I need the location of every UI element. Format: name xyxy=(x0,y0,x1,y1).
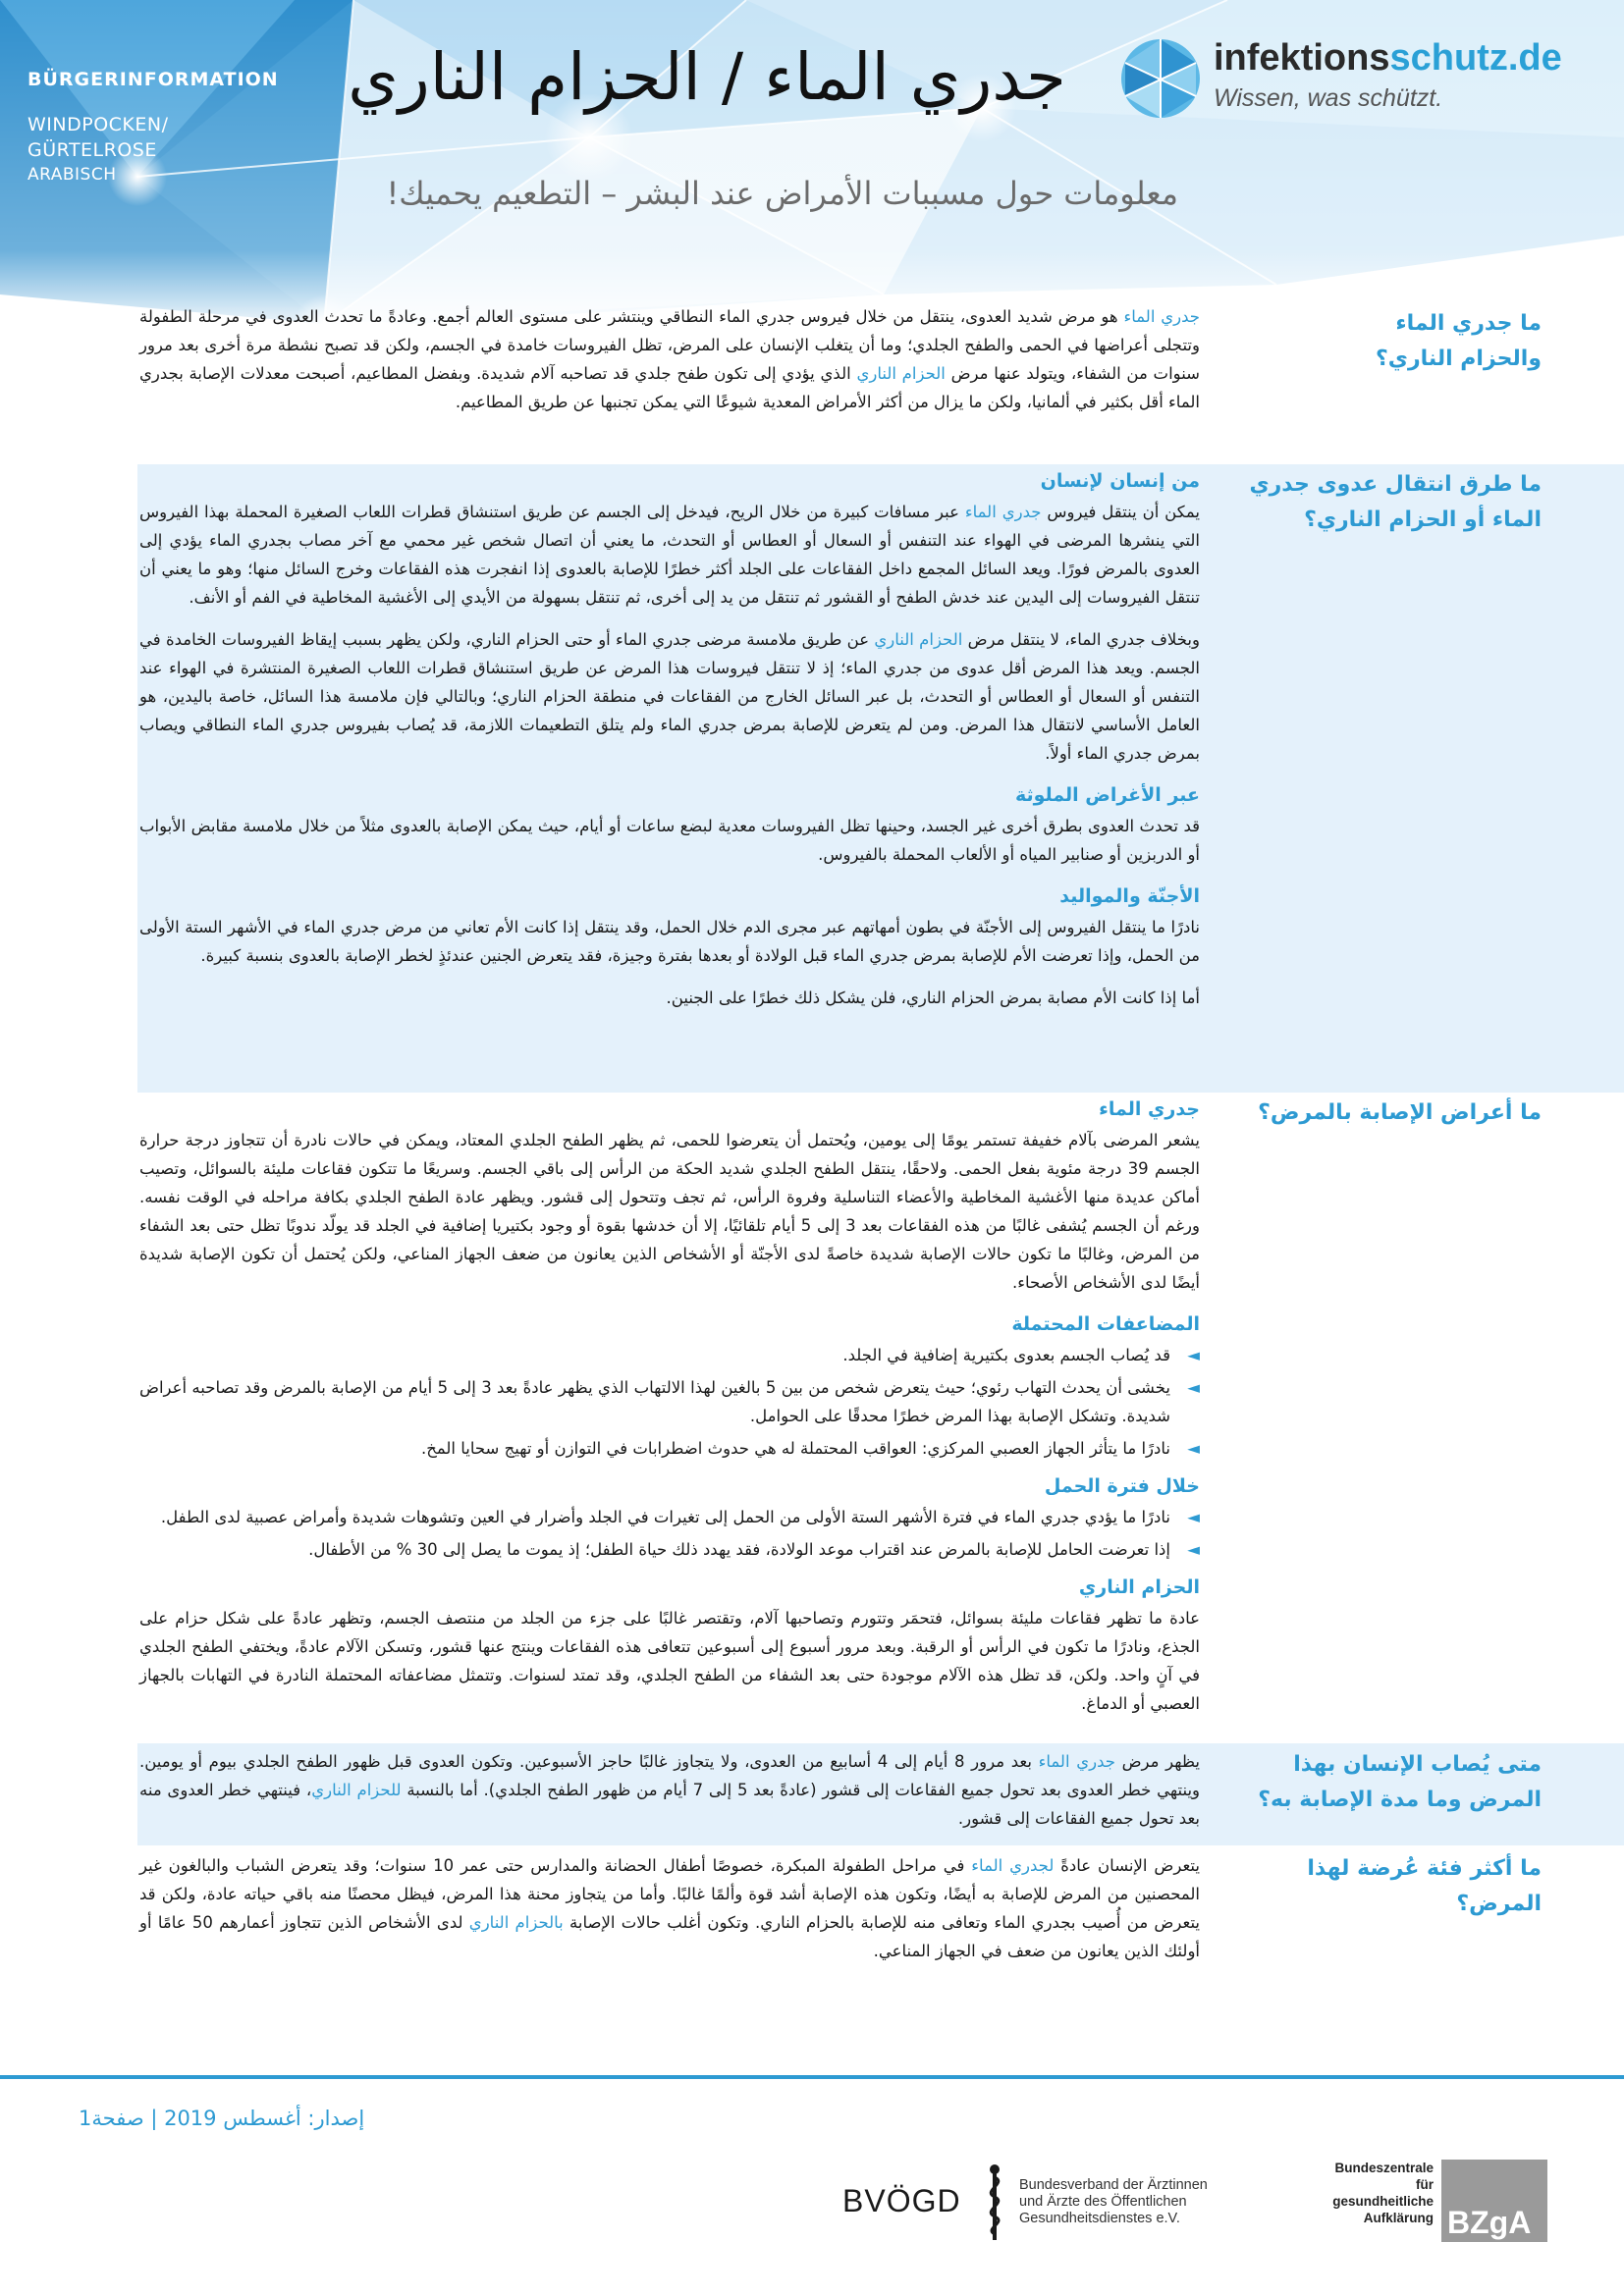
highlight-term: الحزام الناري xyxy=(874,630,963,649)
paragraph xyxy=(139,302,1200,416)
section-transmission-body xyxy=(139,467,1200,1026)
question-what-line-2: والحزام الناري؟ xyxy=(1376,347,1542,371)
highlight-term: الحزام الناري xyxy=(856,364,946,383)
bullet-text: نادرًا ما يؤدي جدري الماء في فترة الأشهر الستة الأولى من الحمل إلى تغيرات في الجلد وأضرار في العين وتشوهات شديدة وأمراض عصبية لدى الطفل. xyxy=(160,1508,1170,1526)
paragraph-text: عبر مسافات كبيرة من خلال الريح، فيدخل إلى الجسم عن طريق استنشاق قطرات اللعاب الصغيرة المحملة بهذا الفيروس التي ينشرها المرضى في الهواء عند التنفس أو السعال أو العطاس أو التحدث، ما يعني أن اتصال شخص غير محمي مع آخر مصاب بجدري الماء يؤدي إلى العدوى بالمرض فورًا. ويعد السائل المجمع داخل الفقاعات على الجلد أكثر خطرًا للإصابة بالعدوى إذا انفجرت هذه الفقاعات وخرج السائل منها؛ وهو ما يعني أن تنتقل الفيروسات إلى اليدين عند خدش الطفح أو القشور ثم تنتقل من يد إلى أخرى، ثم تنتقل بسهولة من الأيدي إلى الأغشية المخاطية في الفم أو الأنف. xyxy=(139,503,1200,607)
bullet-text: يخشى أن يحدث التهاب رئوي؛ حيث يتعرض شخص من بين 5 بالغين لهذا الالتهاب الذي يظهر عادةً بعد 3 إلى 5 أيام من الإصابة بالمرض وقد تصاحبه أعراض شديدة. وتشكل الإصابة بهذا المرض خطرًا محدقًا على الحوامل. xyxy=(139,1378,1170,1425)
subheading: عبر الأغراض الملوثة xyxy=(1014,784,1200,806)
bullet-text: إذا تعرضت الحامل للإصابة بالمرض عند اقتراب موعد الولادة، فقد يهدد ذلك حياة الطفل؛ إذ يموت ما يصل إلى 30 % من الأطفال. xyxy=(308,1540,1170,1559)
question-risk xyxy=(1247,1851,1542,1922)
question-symptoms xyxy=(1247,1095,1542,1131)
bvogd-text-line-2: und Ärzte des Öffentlichen xyxy=(1019,2194,1187,2210)
paragraph-text: ، فينتهي خطر العدوى منه بعد تحول جميع الفقاعات إلى قشور. xyxy=(139,1781,1200,1828)
paragraph: يشعر المرضى بآلام خفيفة تستمر يومًا إلى يومين، ويُحتمل أن يتعرضوا للحمى، ثم يظهر الطفح الجلدي المعتاد، ويمكن في حالات نادرة أن تتجاوز درجة حرارة الجسم 39 درجة مئوية بفعل الحمى. ولاحقًا، ينتقل الطفح الجلدي شديد الحكة من الرأس إلى باقي الجسم. وسريعًا ما تتكون فقاعات مليئة بالسوائل، وتصيب أماكن عديدة منها الأغشية المخاطية والأعضاء التناسلية وفروة الرأس، ثم تجف وتتحول إلى قشور. ويظهر عادة الطفح الجلدي بكافة مراحله في الوقت نفسه. ورغم أن الجسم يُشفى غالبًا من هذه الفقاعات بعد 3 إلى 5 أيام تلقائيًا، إلا أن خدشها بقوة أو وجود بكتيريا إضافية في الجلد قد يولّد ندوبًا تظل حتى بعد الشفاء من المرض، وغالبًا ما تكون حالات الإصابة شديدة خاصةً لدى الأجنّة أو الأشخاص الذين يعانون من ضعف الجهاز المناعي، ولكن يُحتمل أن تكون الإصابة شديدة أيضًا لدى الأشخاص الأصحاء. xyxy=(139,1131,1200,1292)
footer-divider xyxy=(0,2075,1624,2079)
paragraph-text: لدى الأشخاص الذين تتجاوز أعمارهم 50 عامًا أو أولئك الذين يعانون من ضعف في الجهاز المناعي. xyxy=(139,1913,1200,1960)
question-transmission-line-1: ما طرق انتقال عدوى جدري xyxy=(1249,472,1542,497)
bullet-text: قد يُصاب الجسم بعدوى بكتيرية إضافية في الجلد. xyxy=(842,1346,1170,1364)
question-risk-line-1: ما أكثر فئة عُرضة لهذا xyxy=(1307,1856,1542,1881)
arrow-bullet-icon: ◄ xyxy=(1187,1439,1200,1458)
brand-name-left: infektions xyxy=(1214,37,1390,79)
highlight-term: لجدري الماء xyxy=(971,1856,1055,1875)
paragraph xyxy=(139,498,1200,612)
paragraph: أما إذا كانت الأم مصابة بمرض الحزام الناري، فلن يشكل ذلك خطرًا على الجنين. xyxy=(666,988,1200,1007)
bzga-text xyxy=(1296,2160,1434,2226)
bzga-text-line-1: Bundeszentrale xyxy=(1334,2161,1434,2175)
bullet-text: نادرًا ما يتأثر الجهاز العصبي المركزي: العواقب المحتملة له هي حدوث اضطرابات في التوازن أو تهيج سحايا المخ. xyxy=(420,1439,1170,1458)
paragraph: نادرًا ما ينتقل الفيروس إلى الأجنّة في بطون أمهاتهم عبر مجرى الدم خلال الحمل، وقد ينتقل إذا كانت الأم تعاني من مرض جدري الماء في الأشهر الستة الأولى من الحمل، وإذا تعرضت الأم للإصابة بمرض جدري الماء قبل الولادة أو بعدها بفترة وجيزة، فقد يتعرض الجنين عندئذٍ لخطر الإصابة بالعدوى بنسبة كبيرة. xyxy=(139,918,1200,965)
highlight-term: جدري الماء xyxy=(964,503,1042,521)
bvogd-name: BVÖGD xyxy=(842,2183,961,2218)
question-what-line-1: ما جدري الماء xyxy=(1395,311,1542,336)
arrow-bullet-icon: ◄ xyxy=(1187,1508,1200,1526)
bzga-text-line-3: gesundheitliche xyxy=(1332,2194,1434,2209)
bzga-text-line-2: für xyxy=(1416,2177,1434,2192)
question-symptoms-line: ما أعراض الإصابة بالمرض؟ xyxy=(1258,1100,1542,1125)
highlight-term: جدري الماء xyxy=(1123,307,1200,326)
paragraph-text: في مراحل الطفولة المبكرة، خصوصًا أطفال الحضانة والمدارس حتى عمر 10 سنوات؛ وقد يتعرض الشباب والبالغون غير المحصنين من المرض للإصابة به أيضًا، وتكون هذه الإصابة أشد قوة وألمًا غالبًا. وأما من يتجاوز محنة هذا المرض، فيظل محصنًا منه باقي حياته عادة، ولكن قد يتعرض من أُصيب بجدري الماء وتعافى منه للإصابة بالحزام الناري. وتكون أغلب حالات الإصابة xyxy=(139,1856,1201,1932)
paragraph: عادة ما تظهر فقاعات مليئة بسوائل، فتحمَر وتتورم وتصاحبها آلام، وتقتصر غالبًا على جزء من الجلد من منتصف الجسم، وتظهر عادةً على شكل حزام على الجذع، ونادرًا ما تكون في الرأس أو الرقبة. وبعد مرور أسبوع إلى أسبوعين تتعافى هذه الفقاعات وينتج عنها قشور، وتسكن الآلام عادةً، ويختفي الطفح الجلدي في آنٍ واحد. ولكن، قد تظل هذه الآلام موجودة حتى بعد الشفاء من الطفح الجلدي، وقد تمتد لسنوات. وتتمثل مضاعفاته المحتملة النادرة في التهابات بالجهاز العصبي أو الدماغ. xyxy=(139,1609,1200,1713)
section-risk-body xyxy=(139,1851,1200,1979)
bvogd-text-line-1: Bundesverband der Ärztinnen xyxy=(1019,2177,1208,2193)
arrow-bullet-icon: ◄ xyxy=(1187,1378,1200,1397)
section-incubation-body xyxy=(139,1747,1200,1846)
paragraph-text: عن طريق ملامسة مرضى جدري الماء أو حتى الحزام الناري، ولكن يظهر بسبب إيقاظ الفيروسات الخامدة في الجسم. ويعد هذا المرض أقل عدوى من جدري الماء؛ إذ لا تنتقل فيروسات هذا المرض عن طريق استنشاق قطرات اللعاب الصغيرة المنتشرة في الهواء عند التنفس أو السعال أو العطاس أو التحدث، بل عبر السائل الخارج من الفقاعات في منطقة الحزام الناري؛ وبالتالي فإن ملامسة هذا السائل، خاصة باليدين، هو العامل الأساسي لانتقال هذا المرض. ومن لم يتعرض للإصابة بمرض جدري الماء ولم يتلق التطعيمات اللازمة، قد يُصاب بفيروس جدري الماء النطاقي ويصاب بمرض جدري الماء أولاً. xyxy=(139,630,1200,763)
arrow-bullet-icon: ◄ xyxy=(1187,1540,1200,1559)
bvogd-logo xyxy=(842,2169,1255,2238)
paragraph-text: هو مرض شديد العدوى، ينتقل من خلال فيروس جدري الماء النطاقي وينتشر على مستوى العالم أجمع. وعادةً ما تحدث العدوى في مرحلة الطفولة وتتجلى أعراضها في الحمى والطفح الجلدي؛ وما أن يتغلب الإنسان على المرض، تظل الفيروسات خامدة في الجسم، ولكن قد تصبح نشطة مرة أخرى بعد مرور سنوات من الشفاء، ويتولد عنها مرض xyxy=(139,307,1201,383)
subheading: خلال فترة الحمل xyxy=(1044,1475,1200,1497)
highlight-term: جدري الماء xyxy=(1038,1752,1115,1771)
bzga-logo xyxy=(1296,2160,1551,2242)
paragraph: قد تحدث العدوى بطرق أخرى غير الجسد، وحينها تظل الفيروسات معدية لبضع ساعات أو أيام، حيث يمكن الإصابة بالعدوى مثلاً من خلال ملامسة مقابض الأبواب أو الدربزين أو صنابير المياه أو الألعاب المحملة بالفيروس. xyxy=(139,817,1200,864)
subheading: من إنسان لإنسان xyxy=(1040,470,1200,492)
page-title: جدري الماء / الحزام الناري xyxy=(348,39,1066,115)
subheading: جدري الماء xyxy=(1099,1098,1200,1120)
topic-tag xyxy=(27,69,283,187)
paragraph-text: الذي يؤدي إلى تكون طفح جلدي قد تصاحبه آلام شديدة. وبفضل المطاعيم، أصبحت معدلات الإصابة بجدري الماء أقل بكثير في ألمانيا، ولكن ما يزال من أكثر الأمراض المعدية شيوعًا التي يمكن تجنبها عن طريق المطاعيم. xyxy=(139,364,1200,411)
paragraph-text: يتعرض الإنسان عادةً xyxy=(1054,1856,1200,1875)
tag-disease-1: WINDPOCKEN/ xyxy=(27,114,169,135)
paragraph-text: يظهر مرض xyxy=(1114,1752,1200,1771)
highlight-term: للحزام الناري xyxy=(311,1781,402,1799)
bullet-item xyxy=(139,1341,1200,1369)
question-incubation xyxy=(1247,1747,1542,1818)
arrow-bullet-icon: ◄ xyxy=(1187,1346,1200,1364)
infektionsschutz-logo xyxy=(1119,37,1591,126)
bullet-item xyxy=(139,1535,1200,1564)
bzga-text-line-4: Aufklärung xyxy=(1363,2211,1434,2225)
bullet-item xyxy=(139,1373,1200,1430)
highlight-term: بالحزام الناري xyxy=(468,1913,564,1932)
brand-name xyxy=(1214,37,1562,80)
question-incubation-line-1: متى يُصاب الإنسان بهذا xyxy=(1293,1752,1542,1777)
brand-tagline: Wissen, was schützt. xyxy=(1214,84,1443,112)
question-incubation-line-2: المرض وما مدة الإصابة به؟ xyxy=(1258,1788,1542,1812)
paragraph-text: يمكن أن ينتقل فيروس xyxy=(1041,503,1200,521)
bzga-mark: BZgA xyxy=(1447,2205,1532,2240)
paragraph-text: بعد مرور 8 أيام إلى 4 أسابيع من العدوى، ولا يتجاوز غالبًا حاجز الأسبوعين. وتكون العدوى قبل ظهور الطفح الجلدي بيوم أو يومين. وينتهي خطر العدوى بعد تحول جميع الفقاعات إلى قشور (عادةً بعد 5 إلى 7 أيام من ظهور الطفح الجلدي). أما بالنسبة xyxy=(139,1752,1201,1799)
bvogd-text xyxy=(1019,2177,1265,2227)
question-risk-line-2: المرض؟ xyxy=(1456,1892,1542,1916)
staff-of-asclepius-icon xyxy=(980,2163,1009,2242)
issue-date-page: إصدار: أغسطس 2019 | صفحة1 xyxy=(79,2107,365,2130)
tag-language: ARABISCH xyxy=(27,165,117,185)
paragraph-text: وبخلاف جدري الماء، لا ينتقل مرض xyxy=(962,630,1200,649)
bullet-item xyxy=(139,1503,1200,1531)
section-symptoms-body xyxy=(139,1095,1200,1732)
subheading: الحزام الناري xyxy=(1078,1576,1200,1598)
paragraph xyxy=(139,625,1200,768)
section-what-body xyxy=(139,302,1200,430)
subheading: الأجنّة والمواليد xyxy=(1059,885,1200,907)
page-subtitle: معلومات حول مسببات الأمراض عند البشر – التطعيم يحميك! xyxy=(386,175,1178,212)
bvogd-text-line-3: Gesundheitsdienstes e.V. xyxy=(1019,2211,1180,2226)
subheading: المضاعفات المحتملة xyxy=(1011,1313,1200,1335)
tag-title: BÜRGERINFORMATION xyxy=(27,69,279,90)
question-transmission-line-2: الماء أو الحزام الناري؟ xyxy=(1304,507,1542,532)
tag-disease-2: GÜRTELROSE xyxy=(27,139,157,161)
brand-name-right: schutz.de xyxy=(1389,37,1562,79)
bullet-item xyxy=(139,1434,1200,1463)
paragraph xyxy=(139,1851,1200,1965)
question-transmission xyxy=(1247,467,1542,538)
bzga-box xyxy=(1441,2160,1547,2242)
globe-icon xyxy=(1119,37,1202,120)
paragraph xyxy=(139,1747,1200,1833)
question-what xyxy=(1247,306,1542,377)
